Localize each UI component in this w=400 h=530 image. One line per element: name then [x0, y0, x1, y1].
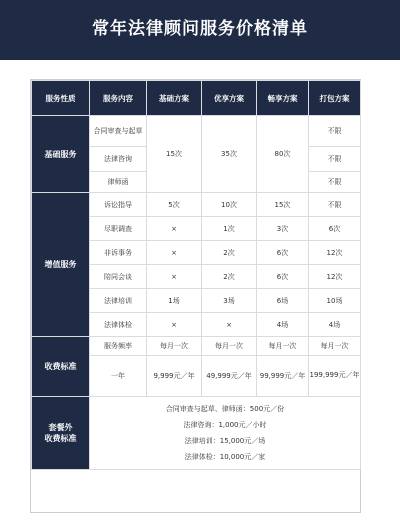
package-plan-value: 不限: [309, 147, 361, 172]
package-plan-value: 12次: [309, 265, 361, 289]
unlimited-plan-value: 6场: [257, 289, 309, 313]
basic-plan-value: 1场: [147, 289, 202, 313]
extra-fee-line: 法律培训：15,000元／场: [184, 437, 266, 445]
column-header: 畅享方案: [257, 81, 309, 116]
premium-plan-value: 3场: [202, 289, 257, 313]
unlimited-plan-value: 6次: [257, 241, 309, 265]
package-plan-value: 6次: [309, 217, 361, 241]
service-item: 法律体检: [90, 313, 147, 337]
unlimited-plan-price: 99,999元／年: [257, 356, 309, 397]
basic-plan-value: 每月一次: [147, 337, 202, 356]
category-extra-line: 收费标准: [44, 434, 77, 443]
table-row: [32, 116, 361, 147]
category-basic: 基础服务: [32, 116, 90, 193]
table-row: [32, 193, 361, 217]
premium-plan-value: 2次: [202, 241, 257, 265]
package-plan-value: 12次: [309, 241, 361, 265]
package-plan-value: 10场: [309, 289, 361, 313]
column-header: 基础方案: [147, 81, 202, 116]
unlimited-plan-value: 15次: [257, 193, 309, 217]
service-item: 合同审查与起草: [90, 116, 147, 147]
category-extra-fees: [32, 397, 90, 470]
extra-fee-line: 合同审查与起草、律师函：500元／份: [165, 405, 285, 413]
column-header: 服务内容: [90, 81, 147, 116]
service-item: 尽职调查: [90, 217, 147, 241]
basic-plan-value: 5次: [147, 193, 202, 217]
package-plan-value: 每月一次: [309, 337, 361, 356]
unlimited-plan-value: 6次: [257, 265, 309, 289]
premium-plan-price: 49,999元／年: [202, 356, 257, 397]
service-item: 诉讼指导: [90, 193, 147, 217]
title-banner: [0, 0, 400, 60]
basic-plan-value: 15次: [147, 116, 202, 193]
category-fees: 收费标准: [32, 337, 90, 397]
basic-plan-value: ×: [147, 217, 202, 241]
service-item: 法律培训: [90, 289, 147, 313]
premium-plan-value: 每月一次: [202, 337, 257, 356]
service-item: 非诉事务: [90, 241, 147, 265]
unlimited-plan-value: 4场: [257, 313, 309, 337]
premium-plan-value: ×: [202, 313, 257, 337]
price-table-container: [30, 79, 361, 513]
service-item: 一年: [90, 356, 147, 397]
service-item: 陪同会谈: [90, 265, 147, 289]
category-extra-line: 套餐外: [48, 423, 73, 432]
package-plan-value: 不限: [309, 193, 361, 217]
basic-plan-price: 9,999元／年: [147, 356, 202, 397]
package-plan-value: 不限: [309, 172, 361, 193]
column-header: 优享方案: [202, 81, 257, 116]
premium-plan-value: 1次: [202, 217, 257, 241]
table-header-row: [32, 81, 361, 116]
service-item: 律师函: [90, 172, 147, 193]
service-item: 服务频率: [90, 337, 147, 356]
unlimited-plan-value: 每月一次: [257, 337, 309, 356]
basic-plan-value: ×: [147, 265, 202, 289]
column-header: 打包方案: [309, 81, 361, 116]
premium-plan-value: 10次: [202, 193, 257, 217]
unlimited-plan-value: 3次: [257, 217, 309, 241]
package-plan-price: 199,999元／年: [309, 356, 361, 397]
page-title: 常年法律顾问服务价格清单: [92, 19, 308, 39]
premium-plan-value: 2次: [202, 265, 257, 289]
basic-plan-value: ×: [147, 241, 202, 265]
package-plan-value: 不限: [309, 116, 361, 147]
extra-fee-line: 法律体检：10,000元／家: [184, 453, 266, 461]
premium-plan-value: 35次: [202, 116, 257, 193]
unlimited-plan-value: 80次: [257, 116, 309, 193]
extra-fee-list: [90, 397, 361, 470]
table-row: [32, 337, 361, 356]
price-table: [31, 80, 361, 470]
extra-fee-line: 法律咨询：1,000元／小时: [183, 421, 267, 429]
package-plan-value: 4场: [309, 313, 361, 337]
column-header: 服务性质: [32, 81, 90, 116]
category-value-added: 增值服务: [32, 193, 90, 337]
basic-plan-value: ×: [147, 313, 202, 337]
service-item: 法律咨询: [90, 147, 147, 172]
table-row: [32, 397, 361, 470]
